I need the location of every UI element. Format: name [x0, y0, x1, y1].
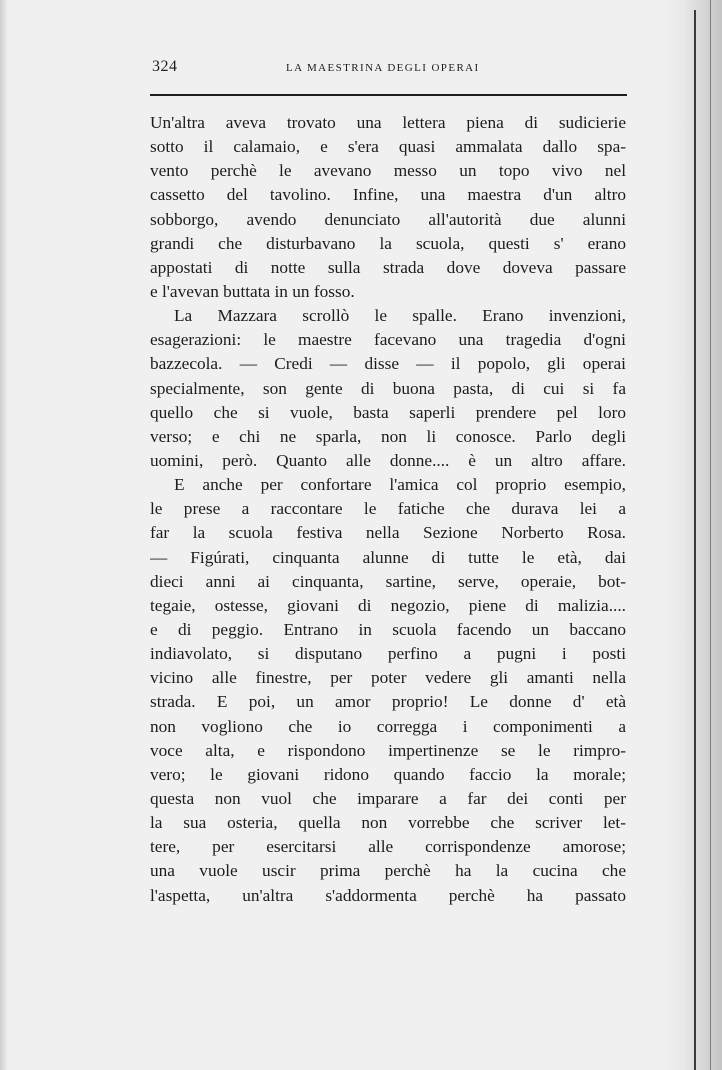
text-line: non vogliono che io corregga i componimenti a	[150, 716, 626, 736]
page-number: 324	[152, 58, 178, 75]
text-line: vicino alle finestre, per poter vedere gli amanti nella	[150, 668, 626, 688]
text-line: tere, per esercitarsi alle corrispondenze amorose;	[150, 837, 626, 857]
text-line: voce alta, e rispondono impertinenze se le rimpro-	[150, 740, 626, 760]
running-head: LA MAESTRINA DEGLI OPERAI	[286, 62, 480, 74]
text-line: indiavolato, si disputano perfino a pugni i posti	[150, 644, 626, 664]
text-line: tegaie, ostesse, giovani di negozio, piene di malizia....	[150, 595, 626, 615]
binding-edge-line	[710, 0, 711, 1070]
text-line: La Mazzara scrollò le spalle. Erano invenzioni,	[174, 306, 626, 326]
page-header	[152, 58, 626, 80]
text-line: vento perchè le avevano messo un topo vivo nel	[150, 161, 626, 181]
text-line: la sua osteria, quella non vorrebbe che scriver let-	[150, 813, 626, 833]
text-line: Un'altra aveva trovato una lettera piena di sudicierie	[150, 113, 626, 132]
text-line: appostati di notte sulla strada dove doveva passare	[150, 257, 626, 277]
text-line: cassetto del tavolino. Infine, una maestra d'un altro	[150, 185, 626, 205]
right-page-edge	[664, 0, 722, 1070]
text-line: specialmente, son gente di buona pasta, di cui si fa	[150, 378, 626, 398]
text-line: far la scuola festiva nella Sezione Norberto Rosa.	[150, 523, 626, 543]
text-line: e di peggio. Entrano in scuola facendo un baccano	[150, 619, 626, 639]
text-line: le prese a raccontare le fatiche che durava lei a	[150, 499, 626, 519]
text-line: bazzecola. — Credi — disse — il popolo, gli operai	[150, 354, 626, 374]
text-line: l'aspetta, un'altra s'addormenta perchè ha passato	[150, 885, 626, 905]
text-line: uomini, però. Quanto alle donne.... è un altro affare.	[150, 450, 626, 470]
text-line: e l'avevan buttata in un fosso.	[150, 281, 355, 301]
text-line: sotto il calamaio, e s'era quasi ammalata dallo spa-	[150, 137, 626, 157]
binding-shadow-line	[694, 10, 696, 1070]
text-line: strada. E poi, un amor proprio! Le donne d' età	[150, 692, 626, 712]
text-line: sobborgo, avendo denunciato all'autorità due alunni	[150, 209, 626, 229]
header-rule	[150, 94, 627, 96]
text-line: dieci anni ai cinquanta, sartine, serve, operaie, bot-	[150, 571, 626, 591]
text-line: vero; le giovani ridono quando faccio la morale;	[150, 764, 626, 784]
text-line: verso; e chi ne sparla, non li conosce. Parlo degli	[150, 426, 626, 446]
text-line: grandi che disturbavano la scuola, questi s' erano	[150, 233, 626, 253]
text-line: questa non vuol che imparare a far dei conti per	[150, 788, 626, 808]
text-line: esagerazioni: le maestre facevano una tragedia d'ogni	[150, 330, 626, 350]
text-line: quello che si vuole, basta saperli prendere pel loro	[150, 402, 626, 422]
page-text	[150, 111, 626, 908]
text-line: una vuole uscir prima perchè ha la cucina che	[150, 861, 626, 881]
left-page-edge	[0, 0, 8, 1070]
text-line: — Figúrati, cinquanta alunne di tutte le età, dai	[150, 547, 626, 567]
text-line: E anche per confortare l'amica col proprio esempio,	[174, 475, 626, 495]
